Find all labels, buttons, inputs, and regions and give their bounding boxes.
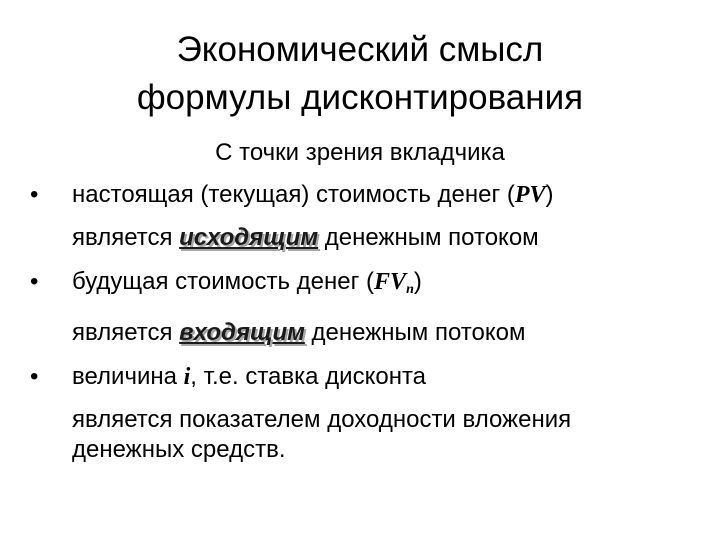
symbol-pv: PV [514,182,546,208]
slide-subtitle: С точки зрения вкладчика [215,139,505,166]
item-text: настоящая (текущая) стоимость денег ( [72,181,515,208]
bullet-item-row: денежных средств. [72,436,286,463]
item-text-suffix: денежным потоком [318,224,539,251]
emphasis-incoming: входящим [179,319,305,346]
bullet-item-row: является показателем доходности вложения [72,406,572,433]
slide-title-line-2: формулы дисконтирования [136,78,584,117]
item-text: величина [72,363,184,390]
bullet-icon: • [30,268,39,295]
bullet-item-row [72,318,695,348]
item-text-suffix: денежным потоком [304,319,526,346]
bullet-item-row [72,223,695,253]
emphasis-outgoing: исходящим [179,224,319,251]
bullet-item-present-value [30,180,695,253]
item-text-prefix: является [72,319,180,346]
item-text-prefix: является [72,224,180,251]
bullet-item-row [72,362,695,392]
symbol-i: i [183,364,191,390]
bullet-item-discount-rate [30,362,695,465]
item-text-close: ) [545,181,554,208]
symbol-fv: FV [374,269,407,295]
item-text-close: ) [413,268,422,295]
bullet-item-row [72,267,695,305]
item-text-rest: , т.е. ставка дисконта [190,363,427,390]
bullet-icon: • [30,181,39,208]
item-text: будущая стоимость денег ( [72,268,375,295]
bullet-item-row [72,180,695,210]
slide-title [0,26,720,122]
bullet-icon: • [30,363,39,390]
bullet-item-future-value [30,267,695,348]
slide-title-line-1: Экономический смысл [176,30,544,69]
symbol-subscript-n: n [406,282,414,297]
bullet-list [30,180,695,465]
